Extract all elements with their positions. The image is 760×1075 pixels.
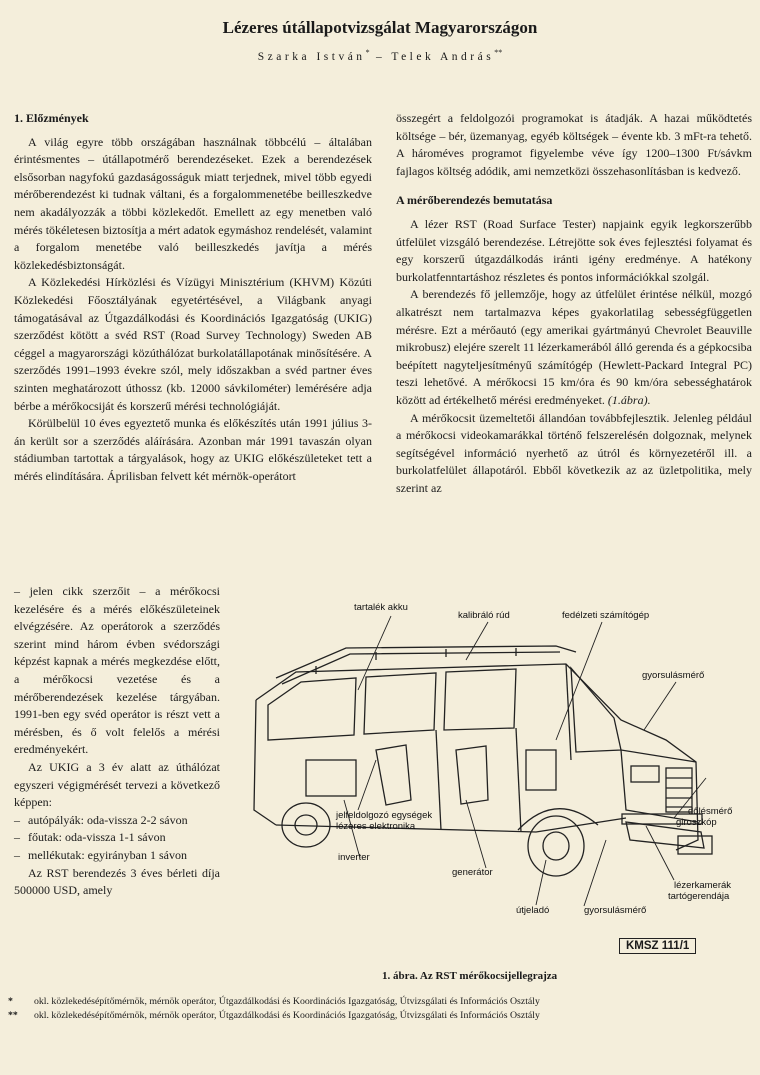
- paragraph-3: Körülbelül 10 éves egyeztető munka és előkészítés után 1991 július 3-án került sor a szerződés aláírására. Azonban már 1991 tavaszán olyan stádiumban tartottak a tárgyalások, hogy az UKIG előkészületeket tett a mérés elindítására. Áprilisban felvett két mérnök-operátort: [14, 416, 372, 483]
- paragraph-4: Az UKIG a 3 év alatt az úthálózat egyszeri végigmérését tervezi a következő képpen:: [14, 759, 220, 810]
- label-inverter: inverter: [338, 852, 370, 863]
- label-jelfeldolgozo: jelfeldolgozó egységek: [336, 810, 433, 821]
- figure-reference: (1.ábra).: [607, 392, 651, 407]
- paragraph-right-4: A mérőkocsit üzemeltetői állandóan továbbfejlesztik. Jelenleg például a mérőkocsi videokamarákkal történő felszerelésén dolgoznak, melynek segítségével információ nyerhető az útról és környezetéről ill. a burkolatfelület állapotáról. Ebből következik az az üzletpolitika, mely szerint az: [396, 410, 752, 495]
- footnote-2: ** okl. közlekedésépítőmérnök, mérnök operátor, Útgazdálkodási és Koordinációs Igazgatóság, Útvizsgálati és Információs Osztály: [8, 1010, 540, 1021]
- label-fedelzeti-szamitogep: fedélzeti számítógép: [562, 610, 650, 621]
- section-heading-meroberendezes: A mérőberendezés bemutatása: [396, 193, 553, 208]
- left-column-narrow: [14, 583, 220, 900]
- section-heading-elozmenyek: 1. Előzmények: [14, 111, 89, 125]
- figure-code-box: KMSZ 111/1: [619, 938, 696, 954]
- paragraph-3-continued: – jelen cikk szerzőit – a mérőkocsi kezelésére és a mérés előkészületeinek elvégzésére. Az operátorok a szerződés szerint mind három évben svédországi képzést kapnak a mérés megkezdése előtt, a mérőkocsi vezetése és a mérőberendezések kezelése tárgyában. 1991-ben egy svéd operátor is részt vett a mérésben, és ő volt felelős a mérési eredményekért.: [14, 584, 220, 757]
- label-lezerkamerak: lézerkamerák: [674, 880, 732, 891]
- label-dolesmero: dőlésmérő: [688, 806, 733, 817]
- label-gyorsulasmero-top: gyorsulásmérő: [642, 670, 705, 681]
- paragraph-right-2: A lézer RST (Road Surface Tester) napjaink egyik legkorszerűbb útfelület vizsgáló berendezése. Létrejötte sok éves fejlesztési folyamat és egy korszerű útgazdálkodás iránti igény eredménye. A hatékony burkolatfenntartáshoz részletes és pontos információkkal szolgál.: [396, 216, 752, 284]
- right-column: [396, 110, 752, 497]
- label-utjelado: útjeladó: [516, 905, 550, 916]
- author-2-mark: **: [494, 48, 503, 57]
- label-lezeres-elektronika: lézeres elektronika: [336, 821, 416, 832]
- paragraph-right-1: összegért a feldolgozói programokat is átadják. A hazai működtetés költsége – bér, üzemanyag, egyéb költségek – évente kb. 3 mFt-ra tehető. A hároméves programot figyelembe véve így 1200–1300 Ft/sávkm fajlagos költség adódik, ami nemzetközi összehasonlításban is kedvező.: [396, 111, 752, 178]
- paragraph-5: Az RST berendezés 3 éves bérleti díja 500000 USD, amely: [14, 865, 220, 898]
- authors-line: [0, 48, 760, 63]
- list-item: – autópályák: oda-vissza 2-2 sávon: [14, 812, 188, 827]
- figure-rst-van: [226, 600, 756, 940]
- figure-caption: 1. ábra. Az RST mérőkocsijellegrajza: [382, 970, 558, 982]
- author-separator: –: [375, 50, 386, 63]
- footnotes: [8, 995, 748, 1023]
- label-giroszkop: giroszkóp: [676, 817, 717, 828]
- list-item: – főutak: oda-vissza 1-1 sávon: [14, 830, 166, 845]
- label-tartogerendaja: tartógerendája: [668, 891, 730, 902]
- label-gyorsulasmero-bottom: gyorsulásmérő: [584, 905, 647, 916]
- footnote-1: * okl. közlekedésépítőmérnök, mérnök operátor, Útgazdálkodási és Koordinációs Igazgatóság, Útvizsgálati és Információs Osztály: [8, 996, 540, 1007]
- paragraph-right-3: A berendezés fő jellemzője, hogy az útfelület érintése nélkül, mozgó alkatrészt nem tartalmazva képes gyakorlatilag sebességfüggetlen mérésre. Ezt a mérőautó (egy amerikai gyártmányú Chevrolet Beauville mikrobusz) elejére szerelt 11 lézerkamerából álló gerenda és a gépkocsiba beépített nagyteljesítményű számítógép (Hewlett-Packard Integral PC) teszi lehetővé. A mérőkocsi 15 km/óra és 90 km/óra sebességhatárok között ad értékelhető mérési eredményeket. (1.ábra).: [396, 287, 752, 407]
- author-2: Telek András: [391, 50, 495, 63]
- author-1-mark: *: [365, 48, 370, 57]
- author-1: Szarka István: [257, 50, 366, 63]
- paragraph-2: A Közlekedési Hírközlési és Vízügyi Minisztérium (KHVM) Közúti Közlekedési Főosztályának egyetértésével, a Világbank anyagi támogatásával az Útgazdálkodási és Koordinációs Igazgatóság (UKIG) szerződést kötött a svéd RST (Road Survey Technology) Sweden AB céggel a magyarországi közúthálózat burkolatállapotának minősítésére. A szerződés 1991–1993 évekre szól, mely időszakban a svéd partner éves szinten meghatározott úthossz (kb. 12000 sávkilométer) lemérésére adja bérbe a mérőkocsiját és korszerű mérési technológiáját.: [14, 275, 372, 413]
- list-item: – mellékutak: egyirányban 1 sávon: [14, 847, 187, 862]
- paper-title: Lézeres útállapotvizsgálat Magyarországon: [222, 18, 538, 37]
- label-tartalek-akku: tartalék akku: [354, 602, 408, 613]
- label-kalibralo-rud: kalibráló rúd: [458, 610, 510, 621]
- paragraph-1: A világ egyre több országában használnak többcélú – általában érintésmentes – útállapotmérő berendezéseket. Ezek a berendezések elsősorban nagyfokú gazdaságosságuk miatt terjednek, mivel több egyedi mérőberendezést ki tudnak váltani, és a forgalommenetébe beilleszkedve nem akadályozzák a többi közlekedőt. Emellett az egy menetben való mérés tökéletesen biztosítja a mért adatok egymáshoz rendelését, valamint a forgalom menetébe való beilleszkedés javítja a mérés közlekedésbiztonságát.: [14, 134, 372, 272]
- label-generator: generátor: [452, 867, 493, 878]
- left-column: [14, 110, 372, 485]
